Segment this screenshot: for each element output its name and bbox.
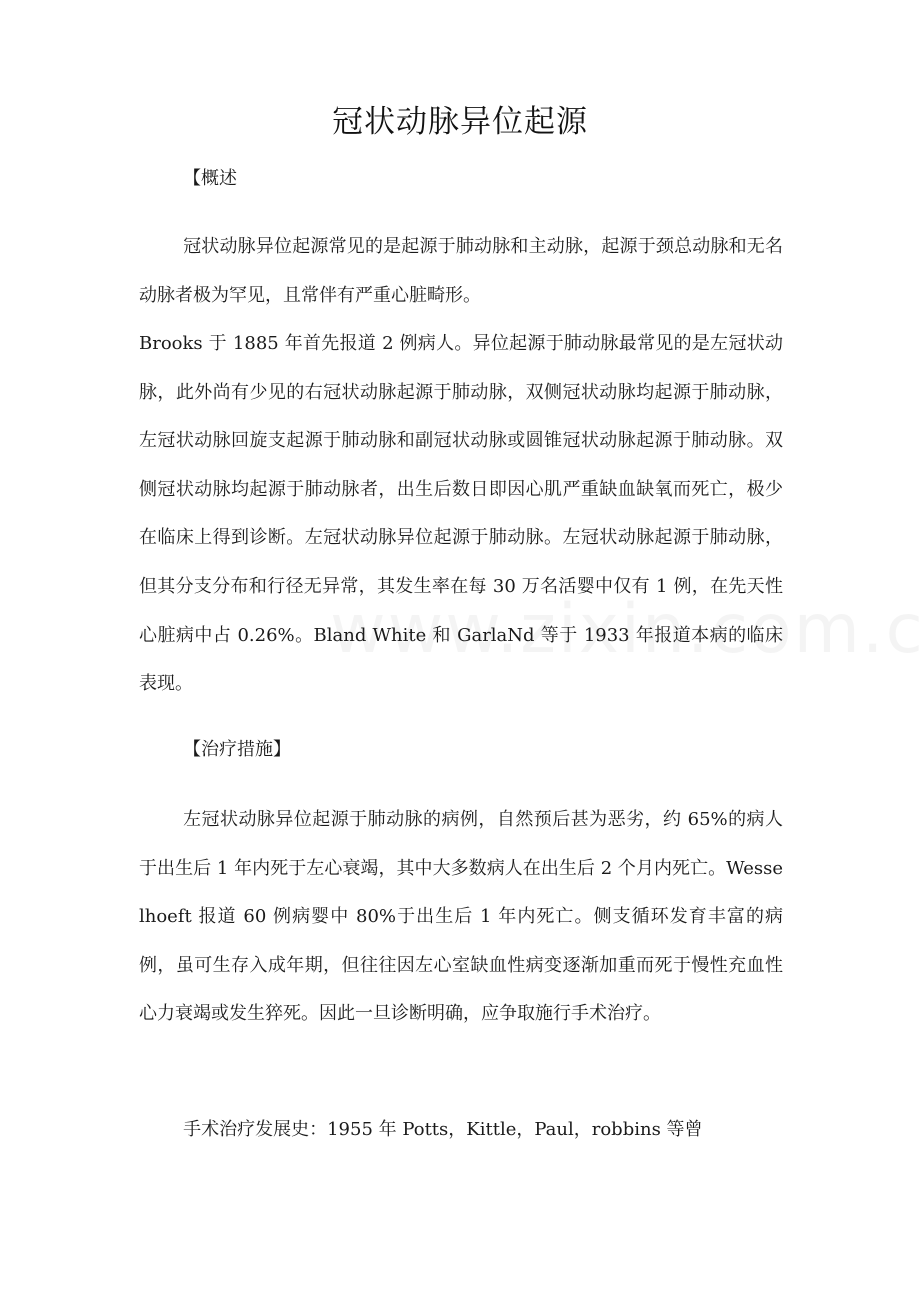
treatment-paragraph-1: 左冠状动脉异位起源于肺动脉的病例，自然预后甚为恶劣，约 65%的病人于出生后 1 年内死于左心衰竭，其中大多数病人在出生后 2 个月内死亡。Wesselhoeft 报道 60 例病婴中 80%于出生后 1 年内死亡。侧支循环发育丰富的病例，虽可生存入成年期，但往往因左心室缺血性病变逐渐加重而死于慢性充血性心力衰竭或发生猝死。因此一旦诊断明确，应争取施行手术治疗。 bbox=[139, 809, 783, 1025]
treatment-paragraph-2: 手术治疗发展史：1955 年 Potts，Kittle，Paul，robbins 等曾 bbox=[183, 1119, 703, 1140]
section-heading-treatment: 【治疗措施】 bbox=[183, 739, 291, 760]
overview-paragraph-1: 冠状动脉异位起源常见的是起源于肺动脉和主动脉，起源于颈总动脉和无名动脉者极为罕见，且常伴有严重心脏畸形。 bbox=[139, 236, 783, 306]
overview-paragraph-2: Brooks 于 1885 年首先报道 2 例病人。异位起源于肺动脉最常见的是左冠状动脉，此外尚有少见的右冠状动脉起源于肺动脉，双侧冠状动脉均起源于肺动脉，左冠状动脉回旋支起源于肺动脉和副冠状动脉或圆锥冠状动脉起源于肺动脉。双侧冠状动脉均起源于肺动脉者，出生后数日即因心肌严重缺血缺氧而死亡，极少在临床上得到诊断。左冠状动脉异位起源于肺动脉。左冠状动脉起源于肺动脉，但其分支分布和行径无异常，其发生率在每 30 万名活婴中仅有 1 例，在先天性心脏病中占 0.26%。Bland White 和 GarlaNd 等于 1933 年报道本病的临床表现。 bbox=[139, 333, 783, 695]
section-heading-overview: 【概述 bbox=[183, 168, 237, 189]
page-title: 冠状动脉异位起源 bbox=[332, 104, 588, 140]
